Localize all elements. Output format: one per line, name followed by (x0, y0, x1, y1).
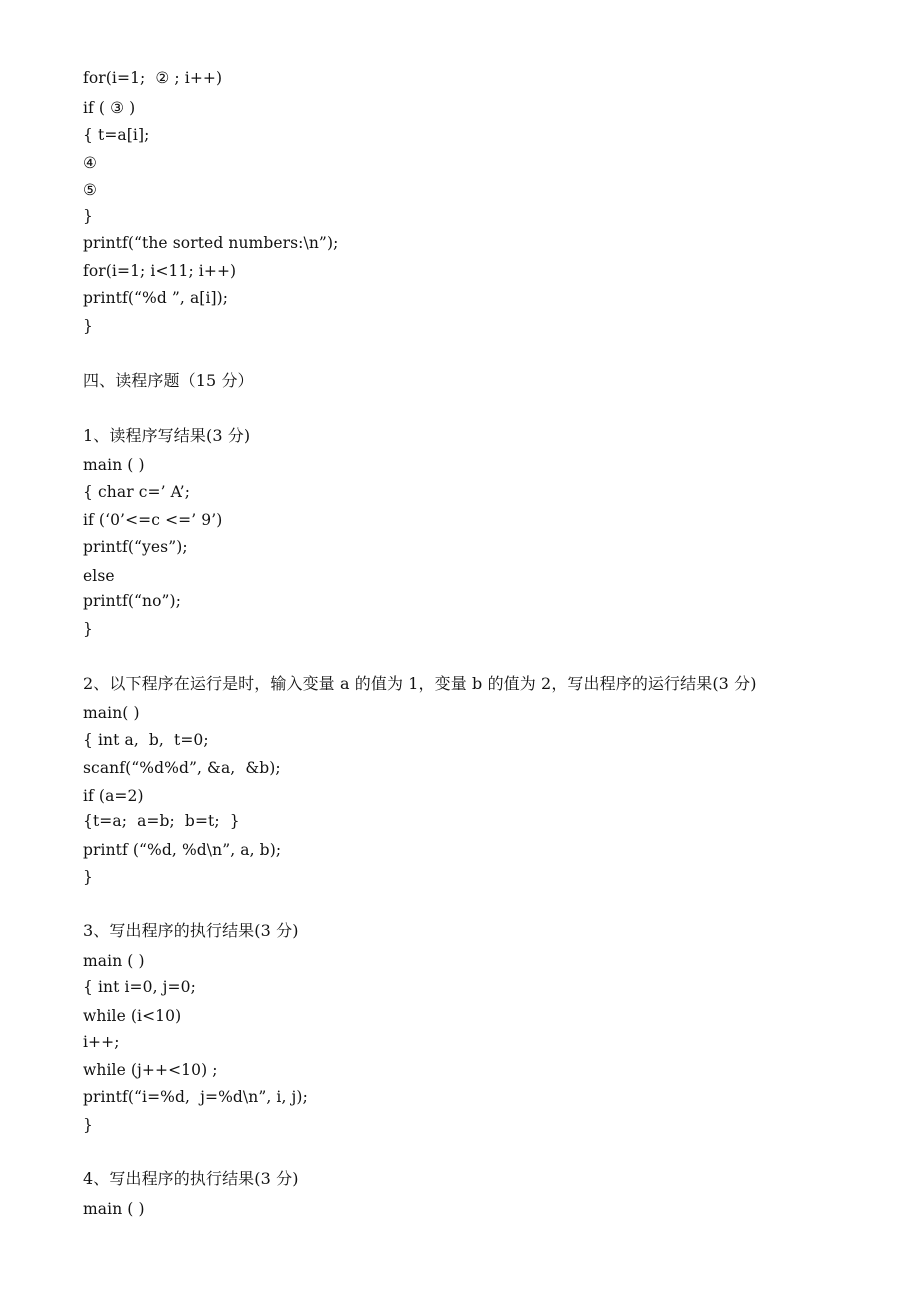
code-line: } (83, 620, 93, 638)
code-line: main ( ) (83, 952, 145, 970)
code-line: printf(“%d ”, a[i]); (83, 289, 229, 307)
code-line: printf(“no”); (83, 592, 182, 610)
code-line: printf(“the sorted numbers:\n”); (83, 234, 339, 252)
code-line: while (i<10) (83, 1007, 182, 1025)
code-line: { char c=’ A’; (83, 483, 191, 501)
code-line: while (j++<10) ; (83, 1061, 218, 1079)
code-line: } (83, 317, 93, 335)
code-line: { int i=0, j=0; (83, 978, 196, 996)
code-line: } (83, 207, 93, 225)
code-line: { int a, b, t=0; (83, 731, 209, 749)
code-line: scanf(“%d%d”, &a, &b); (83, 759, 281, 777)
code-line: printf (“%d, %d\n”, a, b); (83, 841, 282, 859)
question-3-title: 3、写出程序的执行结果(3 分) (83, 921, 299, 940)
code-line: {t=a; a=b; b=t; } (83, 812, 240, 830)
section-four-heading: 四、读程序题（15 分） (83, 371, 254, 390)
code-line: else (83, 567, 115, 585)
question-4-title: 4、写出程序的执行结果(3 分) (83, 1169, 299, 1188)
code-line: main ( ) (83, 456, 145, 474)
question-2-title: 2、以下程序在运行是时，输入变量 a 的值为 1，变量 b 的值为 2，写出程序的运行结果(3 分) (83, 674, 757, 693)
code-line: if ( ③ ) (83, 99, 136, 117)
code-line: for(i=1; ② ; i++) (83, 69, 223, 87)
code-line: } (83, 1116, 93, 1134)
question-1-title: 1、读程序写结果(3 分) (83, 426, 251, 445)
code-line: ④ (83, 154, 97, 172)
code-line: } (83, 868, 93, 886)
code-line: for(i=1; i<11; i++) (83, 262, 237, 280)
code-line: printf(“yes”); (83, 538, 188, 556)
code-line: { t=a[i]; (83, 126, 150, 144)
code-line: if (‘0’<=c <=’ 9’) (83, 511, 223, 529)
code-line: main ( ) (83, 1200, 145, 1218)
code-line: i++; (83, 1033, 120, 1051)
code-line: ⑤ (83, 181, 97, 199)
code-line: printf(“i=%d, j=%d\n”, i, j); (83, 1088, 308, 1106)
code-line: main( ) (83, 704, 140, 722)
code-line: if (a=2) (83, 787, 144, 805)
